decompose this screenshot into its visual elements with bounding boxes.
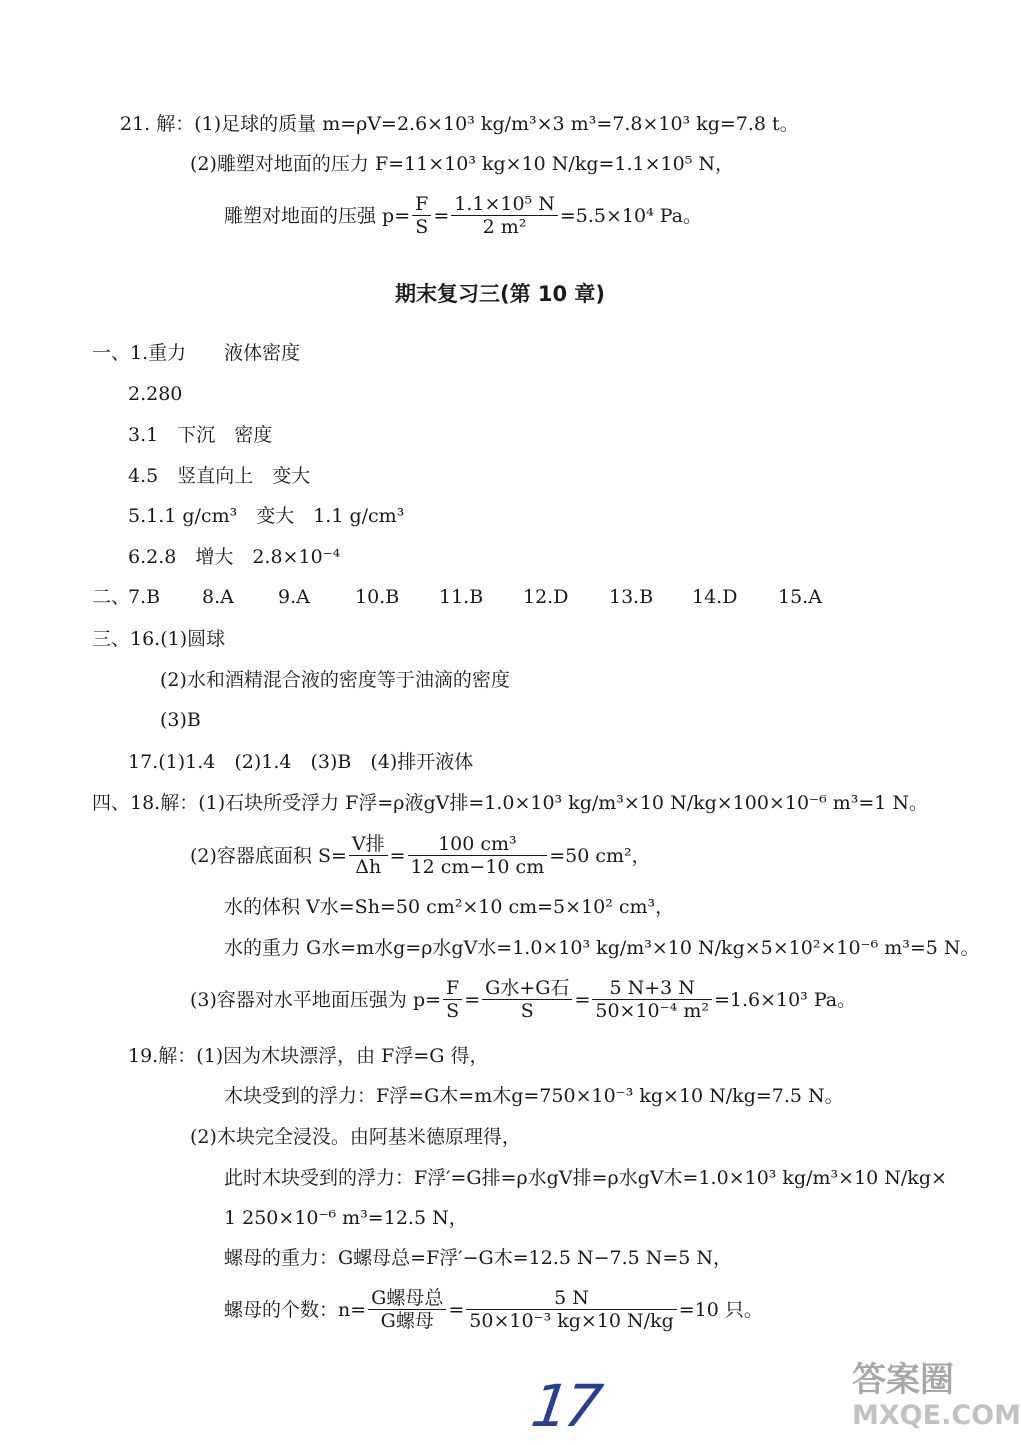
sec1-item-6: 6.2.8 增大 2.8×10⁻⁴ — [128, 546, 341, 568]
fraction-denominator: S — [415, 216, 429, 238]
fraction-f-over-s — [412, 193, 431, 238]
q21-line-1: 21. 解：(1)足球的质量 m=ρV=2.6×10³ kg/m³×3 m³=7.8×10³ kg=7.8 t。 — [120, 113, 799, 135]
fraction-numerator: 5 N — [466, 1287, 676, 1310]
q19-line-7-prefix: 螺母的个数：n= — [224, 1298, 367, 1321]
fraction-numerator: F — [412, 193, 431, 216]
fraction-denominator: S — [520, 1000, 534, 1022]
handwritten-page-number: 17 — [527, 1372, 603, 1440]
equals-sign: = — [389, 844, 406, 867]
sec2-answer: 13.B — [609, 586, 654, 608]
sec1-item-4: 4.5 竖直向上 变大 — [128, 465, 311, 487]
sec2-answer: 10.B — [355, 586, 400, 608]
fraction-pressure — [451, 193, 558, 238]
fraction-numerator: V排 — [349, 833, 388, 856]
sec3-line-4: 17.(1)1.4 (2)1.4 (3)B (4)排开液体 — [128, 751, 474, 773]
sec1-item-2: 2.280 — [128, 383, 183, 405]
q18-line-2-prefix: (2)容器底面积 S= — [190, 844, 347, 867]
sec1-item-3: 3.1 下沉 密度 — [128, 424, 273, 446]
fraction-denominator: 2 m² — [482, 216, 527, 238]
sec2-answer: 11.B — [439, 586, 484, 608]
q21-line-2: (2)雕塑对地面的压力 F=11×10³ kg×10 N/kg=1.1×10⁵ N， — [190, 153, 735, 175]
sec3-line-3: (3)B — [160, 709, 201, 731]
equals-sign: = — [433, 204, 450, 227]
fraction-numerator: G螺母总 — [368, 1287, 446, 1310]
q19-line-3: (2)木块完全浸没。由阿基米德原理得， — [190, 1126, 521, 1148]
fraction-numerator: G水+G石 — [482, 977, 572, 1000]
sec2-label: 二、 — [92, 586, 131, 608]
q21-line-3-result: =5.5×10⁴ Pa。 — [559, 204, 702, 227]
sec3-line-1: 三、16.(1)圆球 — [92, 628, 226, 650]
fraction-count — [466, 1287, 676, 1332]
q19-line-2: 木块受到的浮力：F浮=G木=m木g=750×10⁻³ kg×10 N/kg=7.5 N。 — [224, 1085, 844, 1107]
section-title: 期末复习三(第 10 章) — [394, 282, 606, 306]
fraction-g-ratio — [368, 1287, 446, 1332]
fraction-denominator: 12 cm−10 cm — [410, 856, 545, 878]
sec2-answer: 7.B — [128, 586, 161, 608]
fraction-area — [408, 833, 548, 878]
q18-line-2-result: =50 cm²， — [549, 844, 651, 867]
fraction-weights-over-s — [482, 977, 572, 1022]
q19-line-4: 此时木块受到的浮力：F浮′=G排=ρ水gV排=ρ水gV木=1.0×10³ kg/m³×10 N/kg× — [224, 1167, 947, 1189]
equals-sign: = — [574, 988, 591, 1011]
equals-sign: = — [464, 988, 481, 1011]
q19-line-5: 1 250×10⁻⁶ m³=12.5 N， — [224, 1207, 468, 1229]
watermark-logo: 答案圈 — [852, 1360, 954, 1400]
fraction-pressure — [592, 977, 712, 1022]
q19-line-6: 螺母的重力：G螺母总=F浮′−G木=12.5 N−7.5 N=5 N， — [224, 1247, 733, 1269]
q18-line-5-prefix: (3)容器对水平地面压强为 p= — [190, 988, 442, 1011]
fraction-f-over-s — [443, 977, 462, 1022]
sec2-answer: 15.A — [778, 586, 822, 608]
fraction-v-over-dh — [349, 833, 388, 878]
q21-line-3 — [224, 193, 702, 238]
fraction-denominator: G螺母 — [380, 1310, 434, 1332]
fraction-numerator: 1.1×10⁵ N — [451, 193, 558, 216]
fraction-denominator: 50×10⁻⁴ m² — [595, 1000, 709, 1022]
q21-line-3-prefix: 雕塑对地面的压强 p= — [224, 204, 411, 227]
watermark-url: MXQE.COM — [852, 1400, 1021, 1431]
q19-line-7-result: =10 只。 — [678, 1298, 763, 1321]
fraction-denominator: S — [446, 1000, 460, 1022]
q18-line-3: 水的体积 V水=Sh=50 cm²×10 cm=5×10² cm³， — [224, 896, 675, 918]
q19-line-1: 19.解：(1)因为木块漂浮，由 F浮=G 得， — [128, 1045, 489, 1067]
q18-line-2 — [190, 833, 651, 878]
sec2-answer: 12.D — [523, 586, 569, 608]
sec2-answer: 14.D — [692, 586, 738, 608]
fraction-numerator: 5 N+3 N — [592, 977, 712, 1000]
fraction-denominator: Δh — [355, 856, 382, 878]
fraction-denominator: 50×10⁻³ kg×10 N/kg — [469, 1310, 674, 1332]
sec2-answer: 8.A — [202, 586, 234, 608]
sec1-item-5: 5.1.1 g/cm³ 变大 1.1 g/cm³ — [128, 505, 405, 527]
q18-line-4: 水的重力 G水=m水g=ρ水gV水=1.0×10³ kg/m³×10 N/kg×5×10²×10⁻⁶ m³=5 N。 — [224, 937, 980, 959]
q19-line-7 — [224, 1287, 763, 1332]
q18-line-5-result: =1.6×10³ Pa。 — [713, 988, 857, 1011]
fraction-numerator: F — [443, 977, 462, 1000]
sec3-line-2: (2)水和酒精混合液的密度等于油滴的密度 — [160, 669, 510, 691]
fraction-numerator: 100 cm³ — [408, 833, 548, 856]
equals-sign: = — [448, 1298, 465, 1321]
sec2-answer: 9.A — [278, 586, 310, 608]
q18-line-1: 四、18.解：(1)石块所受浮力 F浮=ρ液gV排=1.0×10³ kg/m³×10 N/kg×100×10⁻⁶ m³=1 N。 — [92, 792, 929, 814]
q18-line-5 — [190, 977, 856, 1022]
sec1-item-1: 一、1.重力 液体密度 — [92, 342, 301, 364]
